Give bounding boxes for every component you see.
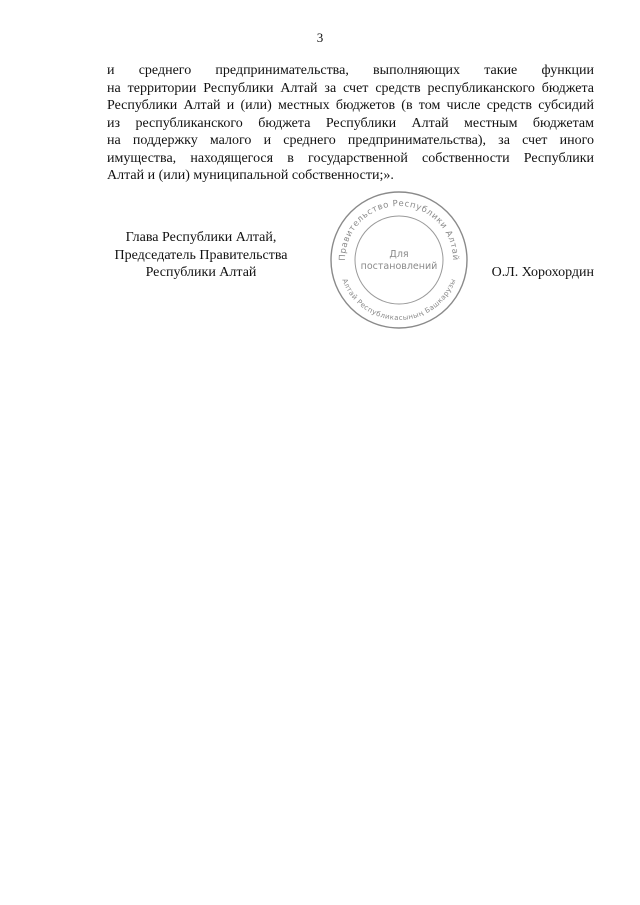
paragraph-line: Алтай и (или) муниципальной собственности;».: [107, 168, 394, 183]
seal-inner-ring: [355, 216, 443, 304]
paragraph-line: из республиканского бюджета Республики Алтай местным бюджетам: [107, 115, 594, 131]
signer-name: О.Л. Хорохордин: [491, 265, 594, 280]
seal-center-line: Для: [389, 249, 409, 260]
seal-ring-text-bottom: Алтай Республикасының Башкарузы: [340, 277, 458, 323]
signer-position-line: Глава Республики Алтай,: [125, 230, 277, 245]
official-seal-stamp: [328, 189, 470, 331]
seal-graphic: [328, 189, 470, 331]
paragraph-line: на территории Республики Алтай за счет средств республиканского бюджета: [107, 80, 594, 96]
paragraph-line: на поддержку малого и среднего предпринимательства), за счет иного: [107, 133, 594, 148]
signer-position-line: Республики Алтай: [145, 265, 257, 280]
paragraph-line: Республики Алтай и (или) местных бюджетов (в том числе средств субсидий: [107, 98, 594, 113]
signer-position: [106, 229, 296, 282]
paragraph-line: имущества, находящегося в государственной собственности Республики: [107, 150, 594, 166]
body-paragraph: [107, 62, 594, 185]
page-number: 3: [316, 30, 324, 45]
seal-outer-ring: [331, 192, 467, 328]
seal-center-line: постановлений: [360, 261, 438, 272]
paragraph-line: и среднего предпринимательства, выполняющих такие функции: [107, 63, 594, 78]
seal-ring-text: Правительство Республики Алтай: [337, 198, 461, 262]
signer-position-line: Председатель Правительства: [114, 247, 288, 263]
